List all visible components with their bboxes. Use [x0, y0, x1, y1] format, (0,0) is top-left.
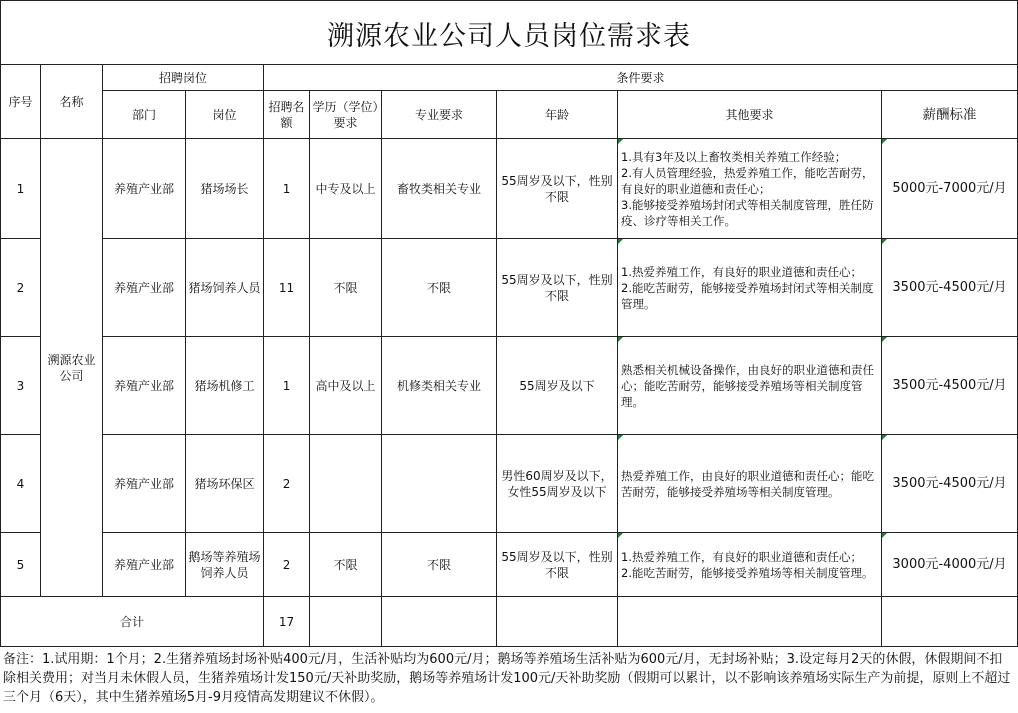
table-row	[1, 139, 1018, 239]
cell-post: 猪场环保区	[186, 435, 264, 533]
cell-major: 机修类相关专业	[382, 337, 497, 435]
header-other: 其他要求	[618, 91, 882, 139]
cell-count: 11	[264, 239, 310, 337]
table-row	[1, 435, 1018, 533]
table-row	[1, 337, 1018, 435]
header-row-2	[1, 91, 1018, 139]
cell-major: 不限	[382, 533, 497, 597]
cell-other: 1.热爱养殖工作，有良好的职业道德和责任心； 2.能吃苦耐劳，能够接受养殖场封闭式等相关制度管理。	[618, 239, 882, 337]
remarks-note: 备注：1.试用期：1个月；2.生猪养殖场封场补贴400元/月，生活补贴均为600元/月；鹅场等养殖场生活补贴为600元/月，无封场补贴；3.设定每月2天的休假，休假期间不扣除相关费用；对当月未休假人员，生猪养殖场计发150元/天补助奖励，鹅场等养殖场计发100元/天补助奖励（假期可以累计，以不影响该养殖场实际生产为前提，原则上不超过三个月（6天），其中生猪养殖场5月-9月疫情高发期建议不休假）。	[3, 652, 1011, 705]
header-salary: 薪酬标准	[882, 91, 1018, 139]
cell-other: 1.热爱养殖工作，有良好的职业道德和责任心； 2.能吃苦耐劳，能够接受养殖场等相关制度管理。	[618, 533, 882, 597]
cell-dept: 养殖产业部	[103, 139, 186, 239]
cell-dept: 养殖产业部	[103, 435, 186, 533]
cell-age: 男性60周岁及以下，女性55周岁及以下	[497, 435, 618, 533]
header-row-1	[1, 65, 1018, 91]
cell-other: 1.具有3年及以上畜牧类相关养殖工作经验； 2.有人员管理经验，热爱养殖工作，能吃苦耐劳，有良好的职业道德和责任心； 3.能够接受养殖场封闭式等相关制度管理，胜任防疫、诊疗等相关工作。	[618, 139, 882, 239]
cell-education: 中专及以上	[310, 139, 382, 239]
cell-seq: 5	[1, 533, 41, 597]
cell-count: 2	[264, 435, 310, 533]
cell-company: 溯源农业公司	[41, 139, 103, 597]
header-education: 学历（学位）要求	[310, 91, 382, 139]
total-empty	[382, 597, 497, 647]
cell-count: 1	[264, 139, 310, 239]
header-dept: 部门	[103, 91, 186, 139]
table-row	[1, 533, 1018, 597]
cell-major: 不限	[382, 239, 497, 337]
cell-salary: 3500元-4500元/月	[882, 435, 1018, 533]
total-empty	[618, 597, 882, 647]
cell-major: 畜牧类相关专业	[382, 139, 497, 239]
cell-salary: 3500元-4500元/月	[882, 337, 1018, 435]
cell-other: 熟悉相关机械设备操作，由良好的职业道德和责任心；能吃苦耐劳，能够接受养殖场等相关制度管理。	[618, 337, 882, 435]
cell-age: 55周岁及以下，性别不限	[497, 139, 618, 239]
header-seq: 序号	[1, 65, 41, 139]
header-name: 名称	[41, 65, 103, 139]
cell-other: 热爱养殖工作，由良好的职业道德和责任心；能吃苦耐劳，能够接受养殖场等相关制度管理。	[618, 435, 882, 533]
table-row	[1, 239, 1018, 337]
cell-post: 鹅场等养殖场饲养人员	[186, 533, 264, 597]
cell-salary: 3500元-4500元/月	[882, 239, 1018, 337]
total-count: 17	[264, 597, 310, 647]
cell-post: 猪场饲养人员	[186, 239, 264, 337]
cell-dept: 养殖产业部	[103, 239, 186, 337]
header-conditions-group: 条件要求	[264, 65, 1018, 91]
cell-major	[382, 435, 497, 533]
cell-education: 高中及以上	[310, 337, 382, 435]
cell-seq: 4	[1, 435, 41, 533]
job-requirements-table	[0, 64, 1018, 647]
cell-count: 2	[264, 533, 310, 597]
cell-seq: 1	[1, 139, 41, 239]
cell-dept: 养殖产业部	[103, 337, 186, 435]
cell-education: 不限	[310, 239, 382, 337]
cell-seq: 2	[1, 239, 41, 337]
header-count: 招聘名额	[264, 91, 310, 139]
cell-salary: 5000元-7000元/月	[882, 139, 1018, 239]
header-post: 岗位	[186, 91, 264, 139]
cell-age: 55周岁及以下，性别不限	[497, 533, 618, 597]
sheet-title: 溯源农业公司人员岗位需求表	[0, 0, 1018, 65]
header-recruit-group: 招聘岗位	[103, 65, 264, 91]
total-empty	[497, 597, 618, 647]
cell-education	[310, 435, 382, 533]
total-row	[1, 597, 1018, 647]
cell-post: 猪场机修工	[186, 337, 264, 435]
cell-age: 55周岁及以下	[497, 337, 618, 435]
total-label: 合计	[1, 597, 264, 647]
cell-dept: 养殖产业部	[103, 533, 186, 597]
total-empty	[882, 597, 1018, 647]
cell-count: 1	[264, 337, 310, 435]
cell-post: 猪场场长	[186, 139, 264, 239]
cell-age: 55周岁及以下，性别不限	[497, 239, 618, 337]
cell-salary: 3000元-4000元/月	[882, 533, 1018, 597]
header-age: 年龄	[497, 91, 618, 139]
header-major: 专业要求	[382, 91, 497, 139]
total-empty	[310, 597, 382, 647]
cell-seq: 3	[1, 337, 41, 435]
cell-education: 不限	[310, 533, 382, 597]
